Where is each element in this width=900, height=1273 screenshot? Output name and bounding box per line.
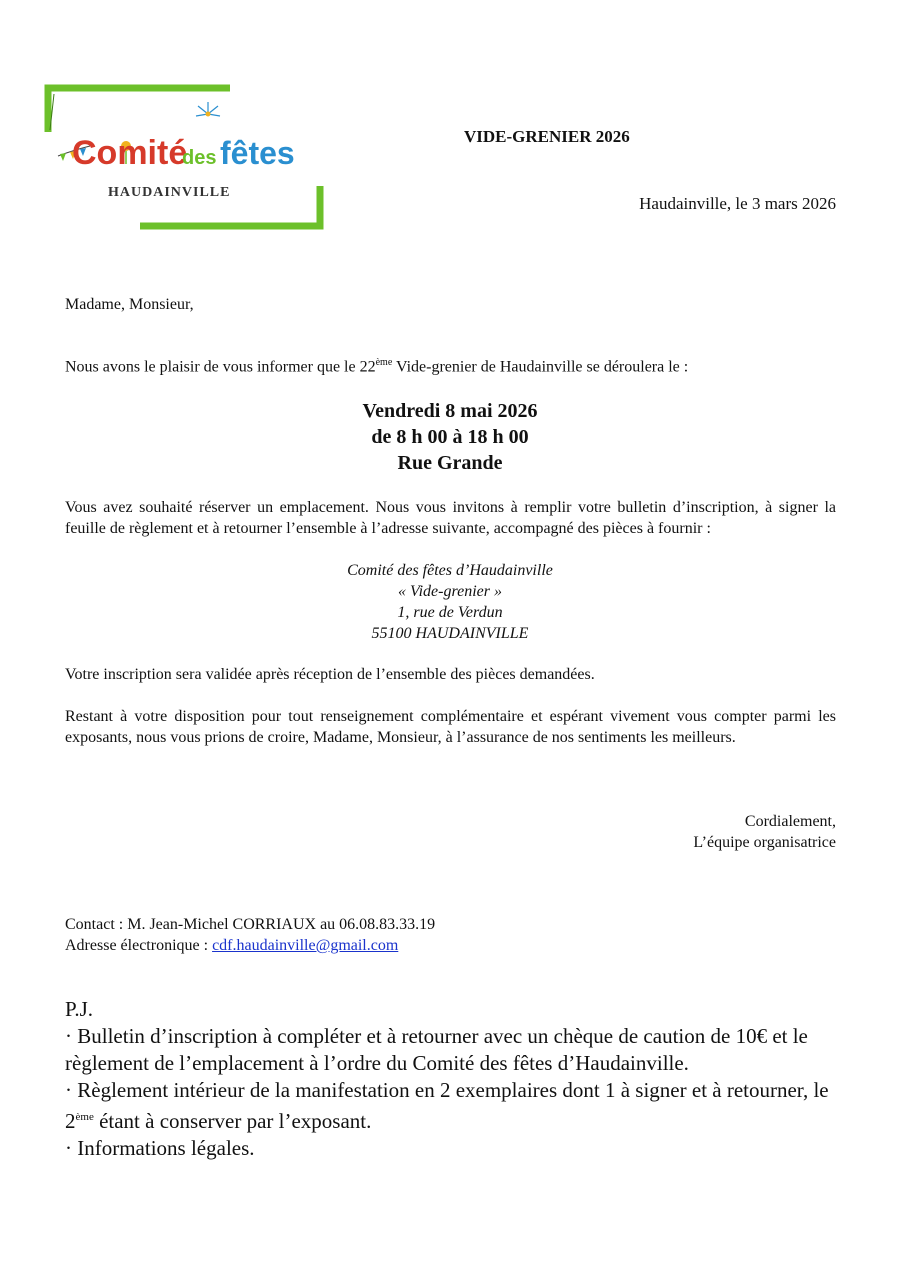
email-label: Adresse électronique :	[65, 937, 213, 954]
validation-paragraph: Votre inscription sera validée après réception de l’ensemble des pièces demandées.	[65, 666, 595, 683]
committee-logo	[44, 84, 328, 232]
contact-block	[65, 914, 435, 956]
attachment-item-text: étant à conserver par l’exposant.	[93, 1109, 372, 1133]
address-line: Comité des fêtes d’Haudainville	[347, 562, 553, 579]
intro-ordinal-suffix: ème	[375, 357, 393, 368]
logo-graphic	[44, 84, 328, 232]
logo-word-comite: Comité	[72, 134, 188, 172]
intro-sentence	[65, 357, 688, 376]
salutation: Madame, Monsieur,	[65, 296, 194, 313]
email-link[interactable]: cdf.haudainville@gmail.com	[212, 937, 399, 954]
contact-phone: Contact : M. Jean-Michel CORRIAUX au 06.08.83.33.19	[65, 916, 436, 933]
signature: L’équipe organisatrice	[693, 834, 836, 851]
mailing-address	[0, 560, 900, 644]
attachment-item: · Bulletin d’inscription à compléter et à retourner avec un chèque de caution de 10€ et le règlement de l’emplacement à l’ordre du Comité des fêtes d’Haudainville.	[65, 1024, 808, 1075]
logo-word-des: des	[182, 147, 217, 169]
closing-word: Cordialement,	[744, 813, 836, 830]
logo-town: HAUDAINVILLE	[108, 185, 231, 200]
event-place: Rue Grande	[397, 452, 503, 474]
registration-paragraph: Vous avez souhaité réserver un emplacement. Nous vous invitons à remplir votre bulletin d’inscription, à signer la feuille de règlement et à retourner l’ensemble à l’adresse suivante, accompagné des pièces à fournir :	[65, 499, 836, 537]
attachments-title: P.J.	[65, 997, 94, 1021]
event-day: Vendredi 8 mai 2026	[362, 400, 538, 422]
contact-email-line	[65, 935, 435, 956]
attachments-list	[65, 996, 845, 1162]
attachment-item	[65, 1077, 845, 1135]
address-line: « Vide-grenier »	[398, 583, 502, 600]
signature-block	[693, 811, 836, 853]
logo-word-fetes: fêtes	[220, 135, 295, 171]
intro-text-after: Vide-grenier de Haudainville se déroulera le :	[392, 358, 689, 376]
attachment-item-text: · Règlement intérieur de la manifestation en 2 exemplaires dont 1 à signer et à retourner, le 2	[65, 1078, 829, 1133]
intro-text-before: Nous avons le plaisir de vous informer que le 22	[65, 358, 376, 376]
event-time: de 8 h 00 à 18 h 00	[371, 426, 529, 448]
address-line: 55100 HAUDAINVILLE	[371, 625, 529, 642]
attachment-item: · Informations légales.	[65, 1136, 255, 1160]
document-title: VIDE-GRENIER 2026	[464, 127, 630, 146]
ordinal-suffix: ème	[75, 1111, 94, 1123]
letter-date: Haudainville, le 3 mars 2026	[639, 194, 836, 213]
address-line: 1, rue de Verdun	[397, 604, 503, 621]
closing-paragraph: Restant à votre disposition pour tout renseignement complémentaire et espérant vivement vous compter parmi les exposants, nous vous prions de croire, Madame, Monsieur, à l’assurance de nos sentiments les meilleurs.	[65, 708, 836, 746]
event-details	[0, 398, 900, 476]
